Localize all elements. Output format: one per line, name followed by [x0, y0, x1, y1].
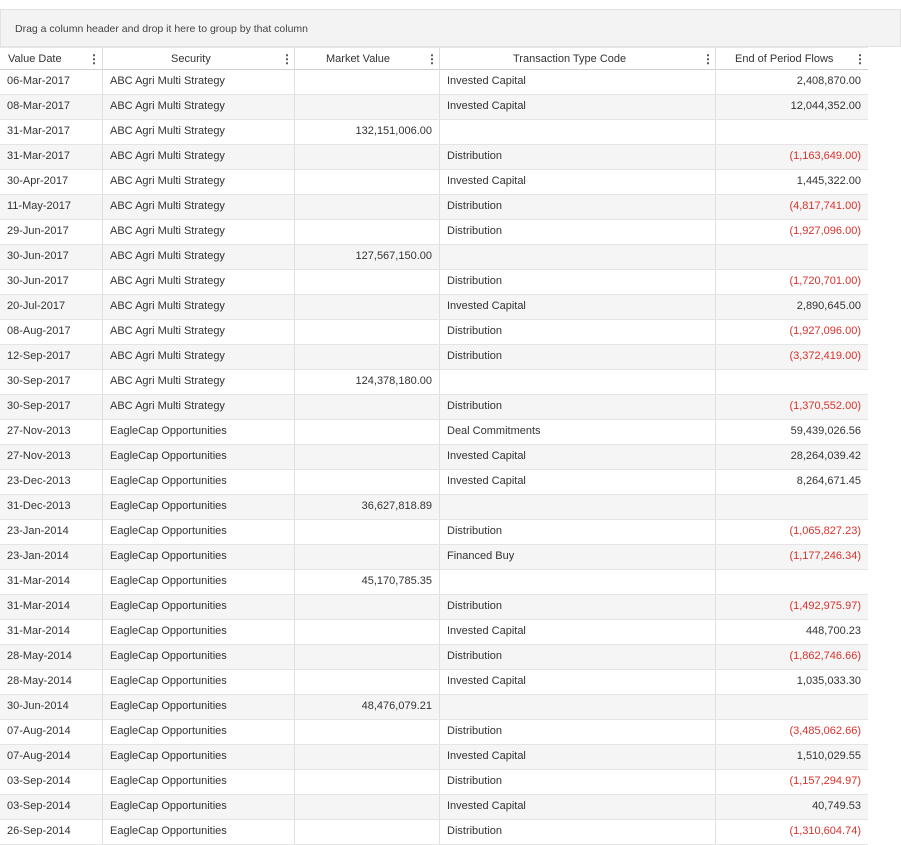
table-row[interactable]: [0, 70, 868, 95]
cell-transaction-type[interactable]: Invested Capital: [440, 95, 716, 119]
table-row[interactable]: [0, 195, 868, 220]
table-row[interactable]: [0, 395, 868, 420]
cell-transaction-type[interactable]: [440, 570, 716, 594]
cell-value-date[interactable]: 12-Sep-2017: [0, 345, 103, 369]
table-row[interactable]: [0, 245, 868, 270]
cell-security[interactable]: ABC Agri Multi Strategy: [103, 120, 295, 144]
cell-value-date[interactable]: 30-Apr-2017: [0, 170, 103, 194]
cell-value-date[interactable]: 06-Mar-2017: [0, 70, 103, 94]
column-menu-icon[interactable]: ⋮: [702, 52, 714, 66]
column-header-transaction-type-code[interactable]: [440, 48, 716, 70]
cell-market-value[interactable]: [295, 270, 440, 294]
cell-transaction-type[interactable]: Distribution: [440, 645, 716, 669]
cell-end-of-period-flows[interactable]: (1,310,604.74): [789, 825, 861, 837]
cell-end-of-period-flows[interactable]: (3,485,062.66): [789, 725, 861, 737]
cell-security[interactable]: EagleCap Opportunities: [103, 570, 295, 594]
column-header-value-date[interactable]: [0, 48, 103, 70]
cell-market-value[interactable]: [295, 445, 440, 469]
cell-security[interactable]: EagleCap Opportunities: [103, 520, 295, 544]
cell-security[interactable]: ABC Agri Multi Strategy: [103, 70, 295, 94]
cell-market-value[interactable]: 132,151,006.00: [295, 120, 440, 144]
cell-transaction-type[interactable]: [440, 695, 716, 719]
column-menu-icon[interactable]: ⋮: [88, 52, 100, 66]
cell-value-date[interactable]: 27-Nov-2013: [0, 445, 103, 469]
table-row[interactable]: [0, 520, 868, 545]
table-row[interactable]: [0, 620, 868, 645]
cell-security[interactable]: EagleCap Opportunities: [103, 545, 295, 569]
cell-market-value[interactable]: [295, 645, 440, 669]
column-menu-icon[interactable]: ⋮: [854, 52, 866, 66]
cell-security[interactable]: ABC Agri Multi Strategy: [103, 270, 295, 294]
cell-transaction-type[interactable]: Deal Commitments: [440, 420, 716, 444]
cell-transaction-type[interactable]: Distribution: [440, 770, 716, 794]
cell-security[interactable]: EagleCap Opportunities: [103, 620, 295, 644]
cell-value-date[interactable]: 30-Jun-2017: [0, 270, 103, 294]
cell-end-of-period-flows[interactable]: (1,163,649.00): [789, 150, 861, 162]
cell-end-of-period-flows[interactable]: 1,510,029.55: [796, 750, 861, 762]
cell-market-value[interactable]: [295, 95, 440, 119]
cell-market-value[interactable]: [295, 195, 440, 219]
table-row[interactable]: [0, 420, 868, 445]
table-row[interactable]: [0, 345, 868, 370]
cell-security[interactable]: EagleCap Opportunities: [103, 645, 295, 669]
cell-transaction-type[interactable]: Distribution: [440, 595, 716, 619]
cell-end-of-period-flows[interactable]: 28,264,039.42: [790, 450, 861, 462]
table-row[interactable]: [0, 145, 868, 170]
table-row[interactable]: [0, 695, 868, 720]
table-row[interactable]: [0, 95, 868, 120]
cell-end-of-period-flows[interactable]: (1,177,246.34): [789, 550, 861, 562]
cell-market-value[interactable]: [295, 620, 440, 644]
table-row[interactable]: [0, 820, 868, 845]
cell-market-value[interactable]: [295, 320, 440, 344]
cell-market-value[interactable]: [295, 795, 440, 819]
cell-market-value[interactable]: [295, 545, 440, 569]
cell-transaction-type[interactable]: Invested Capital: [440, 470, 716, 494]
cell-market-value[interactable]: [295, 145, 440, 169]
table-row[interactable]: [0, 320, 868, 345]
cell-end-of-period-flows[interactable]: [716, 370, 868, 394]
column-menu-icon[interactable]: ⋮: [426, 52, 438, 66]
cell-security[interactable]: ABC Agri Multi Strategy: [103, 95, 295, 119]
cell-end-of-period-flows[interactable]: 1,445,322.00: [796, 175, 861, 187]
column-label: Value Date: [8, 53, 62, 65]
table-row[interactable]: [0, 370, 868, 395]
cell-security[interactable]: EagleCap Opportunities: [103, 495, 295, 519]
column-label: Transaction Type Code: [513, 53, 627, 65]
column-header-security[interactable]: [103, 48, 295, 70]
cell-market-value[interactable]: [295, 470, 440, 494]
cell-market-value[interactable]: [295, 820, 440, 844]
cell-value-date[interactable]: 08-Mar-2017: [0, 95, 103, 119]
table-row[interactable]: [0, 495, 868, 520]
cell-transaction-type[interactable]: Distribution: [440, 195, 716, 219]
cell-transaction-type[interactable]: Invested Capital: [440, 745, 716, 769]
table-row[interactable]: [0, 220, 868, 245]
cell-transaction-type[interactable]: Distribution: [440, 270, 716, 294]
cell-transaction-type[interactable]: Invested Capital: [440, 70, 716, 94]
cell-value-date[interactable]: 11-May-2017: [0, 195, 103, 219]
cell-security[interactable]: ABC Agri Multi Strategy: [103, 170, 295, 194]
cell-market-value[interactable]: [295, 170, 440, 194]
cell-security[interactable]: EagleCap Opportunities: [103, 820, 295, 844]
cell-value-date[interactable]: 03-Sep-2014: [0, 795, 103, 819]
cell-transaction-type[interactable]: Invested Capital: [440, 295, 716, 319]
cell-security[interactable]: EagleCap Opportunities: [103, 445, 295, 469]
cell-end-of-period-flows[interactable]: (1,370,552.00): [789, 400, 861, 412]
table-row[interactable]: [0, 170, 868, 195]
cell-market-value[interactable]: [295, 770, 440, 794]
group-by-hint: Drag a column header and drop it here to group by that column: [15, 23, 309, 35]
cell-value-date[interactable]: 26-Sep-2014: [0, 820, 103, 844]
cell-value-date[interactable]: 23-Dec-2013: [0, 470, 103, 494]
cell-market-value[interactable]: [295, 595, 440, 619]
cell-value-date[interactable]: 23-Jan-2014: [0, 545, 103, 569]
cell-value-date[interactable]: 07-Aug-2014: [0, 745, 103, 769]
cell-value-date[interactable]: 31-Mar-2017: [0, 120, 103, 144]
cell-end-of-period-flows[interactable]: [716, 245, 868, 269]
cell-value-date[interactable]: 30-Sep-2017: [0, 395, 103, 419]
cell-end-of-period-flows[interactable]: 2,890,645.00: [796, 300, 861, 312]
cell-end-of-period-flows[interactable]: [716, 570, 868, 594]
column-label: Market Value: [326, 53, 390, 65]
cell-market-value[interactable]: [295, 420, 440, 444]
cell-transaction-type[interactable]: Distribution: [440, 145, 716, 169]
cell-end-of-period-flows[interactable]: 40,749.53: [812, 800, 861, 812]
cell-end-of-period-flows[interactable]: (1,492,975.97): [789, 600, 861, 612]
table-row[interactable]: [0, 670, 868, 695]
cell-transaction-type[interactable]: [440, 370, 716, 394]
cell-end-of-period-flows[interactable]: (3,372,419.00): [789, 350, 861, 362]
cell-security[interactable]: EagleCap Opportunities: [103, 695, 295, 719]
cell-transaction-type[interactable]: Financed Buy: [440, 545, 716, 569]
cell-end-of-period-flows[interactable]: [716, 695, 868, 719]
cell-transaction-type[interactable]: Distribution: [440, 720, 716, 744]
cell-security[interactable]: EagleCap Opportunities: [103, 745, 295, 769]
cell-security[interactable]: ABC Agri Multi Strategy: [103, 345, 295, 369]
table-row[interactable]: [0, 270, 868, 295]
cell-value-date[interactable]: 08-Aug-2017: [0, 320, 103, 344]
cell-market-value[interactable]: [295, 220, 440, 244]
table-row[interactable]: [0, 595, 868, 620]
cell-security[interactable]: ABC Agri Multi Strategy: [103, 245, 295, 269]
table-row[interactable]: [0, 745, 868, 770]
cell-market-value[interactable]: [295, 345, 440, 369]
cell-market-value[interactable]: [295, 295, 440, 319]
cell-transaction-type[interactable]: Distribution: [440, 820, 716, 844]
cell-security[interactable]: ABC Agri Multi Strategy: [103, 195, 295, 219]
cell-value-date[interactable]: 29-Jun-2017: [0, 220, 103, 244]
cell-market-value[interactable]: [295, 520, 440, 544]
cell-transaction-type[interactable]: Distribution: [440, 320, 716, 344]
cell-end-of-period-flows[interactable]: (1,157,294.97): [789, 775, 861, 787]
cell-transaction-type[interactable]: Distribution: [440, 345, 716, 369]
column-header-end-of-period-flows[interactable]: [716, 48, 868, 70]
cell-end-of-period-flows[interactable]: (1,720,701.00): [789, 275, 861, 287]
cell-market-value[interactable]: 48,476,079.21: [295, 695, 440, 719]
table-row[interactable]: [0, 645, 868, 670]
grid-body: [0, 70, 868, 845]
cell-market-value[interactable]: [295, 720, 440, 744]
cell-end-of-period-flows[interactable]: 2,408,870.00: [796, 75, 861, 87]
table-row[interactable]: [0, 545, 868, 570]
group-by-panel[interactable]: [0, 9, 901, 47]
cell-security[interactable]: EagleCap Opportunities: [103, 720, 295, 744]
cell-value-date[interactable]: 31-Mar-2014: [0, 570, 103, 594]
cell-value-date[interactable]: 23-Jan-2014: [0, 520, 103, 544]
cell-market-value[interactable]: [295, 670, 440, 694]
cell-value-date[interactable]: 30-Jun-2014: [0, 695, 103, 719]
cell-value-date[interactable]: 30-Sep-2017: [0, 370, 103, 394]
data-grid: [0, 47, 868, 845]
cell-security[interactable]: EagleCap Opportunities: [103, 595, 295, 619]
cell-value-date[interactable]: 03-Sep-2014: [0, 770, 103, 794]
cell-security[interactable]: ABC Agri Multi Strategy: [103, 370, 295, 394]
cell-market-value[interactable]: [295, 745, 440, 769]
cell-market-value[interactable]: [295, 395, 440, 419]
cell-value-date[interactable]: 27-Nov-2013: [0, 420, 103, 444]
cell-security[interactable]: ABC Agri Multi Strategy: [103, 295, 295, 319]
cell-end-of-period-flows[interactable]: 8,264,671.45: [796, 475, 861, 487]
table-row[interactable]: [0, 445, 868, 470]
cell-value-date[interactable]: 31-Dec-2013: [0, 495, 103, 519]
cell-end-of-period-flows[interactable]: 448,700.23: [805, 625, 861, 637]
cell-security[interactable]: EagleCap Opportunities: [103, 470, 295, 494]
cell-market-value[interactable]: 127,567,150.00: [295, 245, 440, 269]
cell-security[interactable]: EagleCap Opportunities: [103, 770, 295, 794]
cell-end-of-period-flows[interactable]: (1,927,096.00): [789, 225, 861, 237]
cell-end-of-period-flows[interactable]: [716, 495, 868, 519]
cell-security[interactable]: EagleCap Opportunities: [103, 670, 295, 694]
cell-transaction-type[interactable]: Invested Capital: [440, 670, 716, 694]
table-row[interactable]: [0, 295, 868, 320]
cell-end-of-period-flows[interactable]: (1,065,827.23): [789, 525, 861, 537]
column-header-market-value[interactable]: [295, 48, 440, 70]
cell-end-of-period-flows[interactable]: [716, 120, 868, 144]
cell-transaction-type[interactable]: Invested Capital: [440, 170, 716, 194]
cell-market-value[interactable]: 124,378,180.00: [295, 370, 440, 394]
cell-transaction-type[interactable]: Invested Capital: [440, 445, 716, 469]
cell-end-of-period-flows[interactable]: (4,817,741.00): [789, 200, 861, 212]
cell-end-of-period-flows[interactable]: 59,439,026.56: [790, 425, 861, 437]
cell-transaction-type[interactable]: Distribution: [440, 395, 716, 419]
cell-value-date[interactable]: 07-Aug-2014: [0, 720, 103, 744]
cell-value-date[interactable]: 31-Mar-2017: [0, 145, 103, 169]
cell-end-of-period-flows[interactable]: 12,044,352.00: [790, 100, 861, 112]
grid-header: [0, 47, 868, 70]
cell-end-of-period-flows[interactable]: 1,035,033.30: [796, 675, 861, 687]
cell-transaction-type[interactable]: Distribution: [440, 520, 716, 544]
cell-market-value[interactable]: 45,170,785.35: [295, 570, 440, 594]
cell-value-date[interactable]: 28-May-2014: [0, 670, 103, 694]
cell-transaction-type[interactable]: [440, 495, 716, 519]
cell-value-date[interactable]: 31-Mar-2014: [0, 595, 103, 619]
cell-security[interactable]: ABC Agri Multi Strategy: [103, 220, 295, 244]
cell-value-date[interactable]: 30-Jun-2017: [0, 245, 103, 269]
cell-security[interactable]: EagleCap Opportunities: [103, 795, 295, 819]
table-row[interactable]: [0, 120, 868, 145]
cell-transaction-type[interactable]: Distribution: [440, 220, 716, 244]
column-menu-icon[interactable]: ⋮: [281, 52, 293, 66]
cell-security[interactable]: ABC Agri Multi Strategy: [103, 395, 295, 419]
table-row[interactable]: [0, 470, 868, 495]
cell-security[interactable]: ABC Agri Multi Strategy: [103, 145, 295, 169]
cell-end-of-period-flows[interactable]: (1,862,746.66): [789, 650, 861, 662]
cell-value-date[interactable]: 31-Mar-2014: [0, 620, 103, 644]
table-row[interactable]: [0, 720, 868, 745]
cell-security[interactable]: EagleCap Opportunities: [103, 420, 295, 444]
cell-transaction-type[interactable]: Invested Capital: [440, 795, 716, 819]
table-row[interactable]: [0, 795, 868, 820]
table-row[interactable]: [0, 570, 868, 595]
cell-transaction-type[interactable]: [440, 120, 716, 144]
cell-end-of-period-flows[interactable]: (1,927,096.00): [789, 325, 861, 337]
cell-value-date[interactable]: 20-Jul-2017: [0, 295, 103, 319]
table-row[interactable]: [0, 770, 868, 795]
cell-value-date[interactable]: 28-May-2014: [0, 645, 103, 669]
column-label: End of Period Flows: [735, 53, 834, 65]
column-label: Security: [171, 53, 211, 65]
cell-security[interactable]: ABC Agri Multi Strategy: [103, 320, 295, 344]
cell-transaction-type[interactable]: [440, 245, 716, 269]
cell-market-value[interactable]: 36,627,818.89: [295, 495, 440, 519]
cell-market-value[interactable]: [295, 70, 440, 94]
cell-transaction-type[interactable]: Invested Capital: [440, 620, 716, 644]
